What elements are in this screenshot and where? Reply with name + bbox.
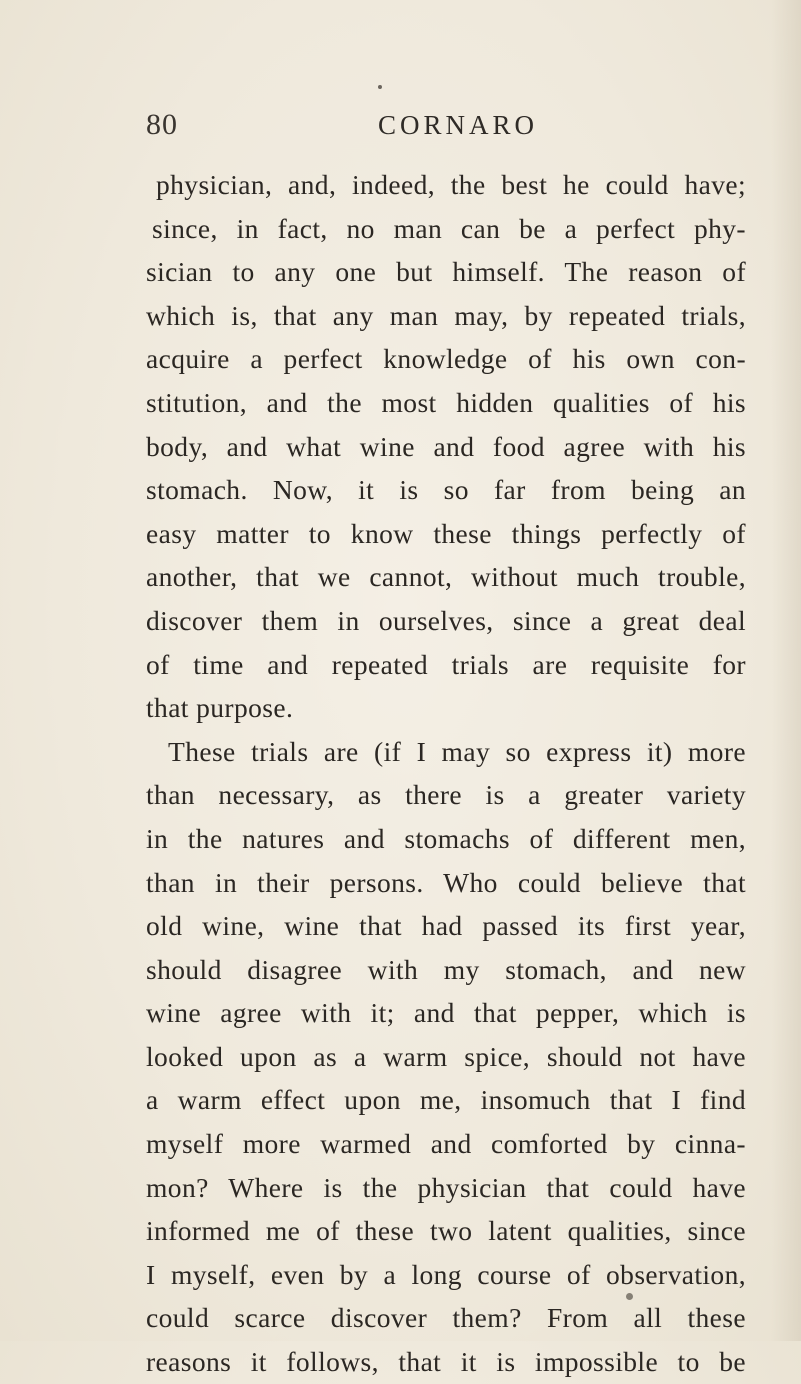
text-line: which is, that any man may, by repeated trials, <box>146 299 746 331</box>
text-line: acquire a perfect knowledge of his own con- <box>146 343 746 375</box>
text-line: reasons it follows, that it is impossible to be <box>146 1346 746 1378</box>
ink-speck <box>378 85 382 89</box>
text-line: since, in fact, no man can be a perfect phy- <box>152 212 746 244</box>
text-line: mon? Where is the physician that could have <box>146 1171 746 1203</box>
running-head: CORNARO <box>378 110 539 140</box>
text-line: looked upon as a warm spice, should not have <box>146 1040 746 1072</box>
text-line: physician, and, indeed, the best he could have; <box>156 169 746 200</box>
page-number: 80 <box>146 108 178 141</box>
text-line: stomach. Now, it is so far from being an <box>146 474 746 506</box>
body-text <box>146 163 746 1384</box>
text-line: than in their persons. Who could believe that <box>146 866 746 898</box>
text-line: old wine, wine that had passed its first year, <box>146 910 746 942</box>
text-line: in the natures and stomachs of different men, <box>146 822 746 854</box>
text-line: myself more warmed and comforted by cinna- <box>146 1128 746 1160</box>
text-line: could scarce discover them? From all these <box>146 1302 746 1334</box>
text-line: another, that we cannot, without much trouble, <box>146 561 746 593</box>
text-line: of time and repeated trials are requisite for <box>146 648 746 680</box>
text-line: than necessary, as there is a greater variety <box>146 779 746 811</box>
text-line: wine agree with it; and that pepper, which is <box>146 997 746 1029</box>
ink-speck <box>626 1293 633 1300</box>
text-line: easy matter to know these things perfectly of <box>146 517 746 549</box>
text-line: discover them in ourselves, since a great deal <box>146 604 746 636</box>
text-line: should disagree with my stomach, and new <box>146 953 746 985</box>
text-line: that purpose. <box>146 692 294 724</box>
text-line: stitution, and the most hidden qualities of his <box>146 386 746 418</box>
text-line: These trials are (if I may so express it) more <box>168 735 746 767</box>
text-line: a warm effect upon me, insomuch that I find <box>146 1084 746 1116</box>
text-line: informed me of these two latent qualities, since <box>146 1215 746 1247</box>
page-header <box>146 108 746 148</box>
text-line: body, and what wine and food agree with his <box>146 430 746 462</box>
text-line: sician to any one but himself. The reason of <box>146 256 746 288</box>
text-line: I myself, even by a long course of observation, <box>146 1258 746 1290</box>
page-edge-shadow <box>771 0 801 1341</box>
